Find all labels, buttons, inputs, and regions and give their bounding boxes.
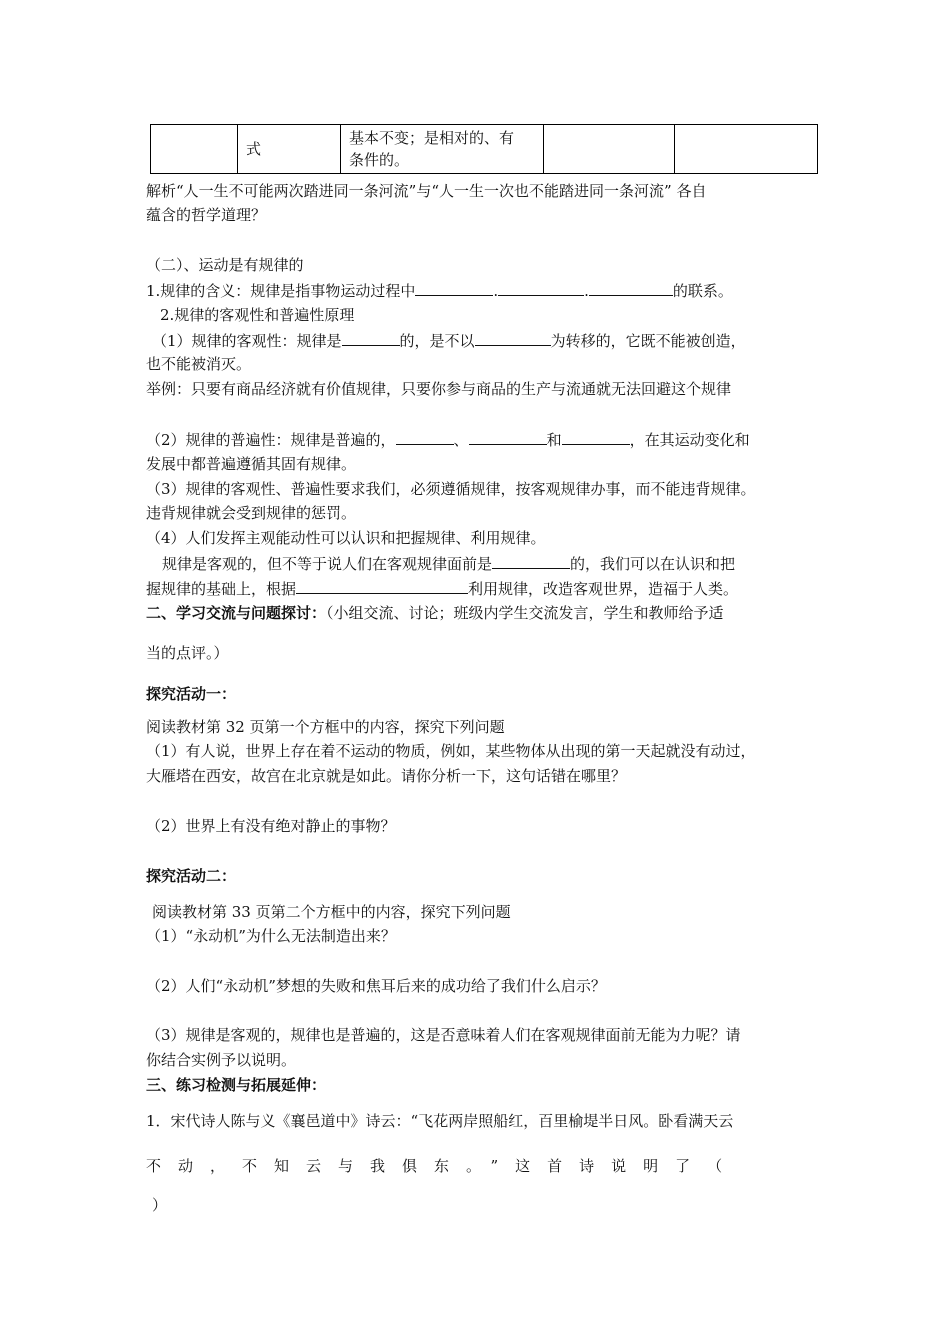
activity-title: 探究活动一：: [146, 685, 237, 703]
exercise-line: ）: [152, 1196, 168, 1214]
text: 规律是客观的，但不等于说人们在客观规律面前是: [162, 555, 493, 573]
activity-question: （3）规律是客观的，规律也是普遍的，这是否意味着人们在客观规律面前无能为力呢？请: [146, 1026, 741, 1044]
activity-title: 探究活动二：: [146, 867, 237, 885]
fill-blank[interactable]: [415, 279, 493, 296]
table-row: [151, 125, 818, 174]
table-cell-line: 条件的。: [349, 151, 410, 169]
requirement-line: （3）规律的客观性、普遍性要求我们，必须遵循规律，按客观规律办事，而不能违背规律。: [146, 480, 756, 498]
text: 的，我们可以在认识和把: [570, 555, 736, 573]
text: 为转移的，它既不能被创造，: [550, 332, 746, 350]
text: 握规律的基础上，根据: [146, 580, 297, 598]
fill-blank[interactable]: [475, 329, 551, 346]
agency-line: （4）人们发挥主观能动性可以认识和把握规律、利用规律。: [146, 529, 546, 547]
text: 利用规律，改造客观世界，造福于人类。: [468, 580, 739, 598]
fill-blank[interactable]: [589, 279, 673, 296]
table-cell: [675, 125, 818, 174]
text: 1.规律的含义：规律是指事物运动过程中: [146, 282, 416, 300]
fill-blank[interactable]: [498, 279, 584, 296]
activity-question: （2）世界上有没有绝对静止的事物？: [146, 817, 396, 835]
activity-question: （2）人们“永动机”梦想的失败和焦耳后来的成功给了我们什么启示？: [146, 977, 606, 995]
fill-blank[interactable]: [492, 552, 570, 569]
question-line: 解析“人一生不可能两次踏进同一条河流”与“人一生一次也不能踏进同一条河流” 各自: [146, 182, 707, 200]
universality-line: [146, 428, 750, 451]
fill-blank[interactable]: [296, 577, 468, 594]
table-cell-line: 基本不变；是相对的、有: [349, 129, 515, 147]
table-cell: 式: [238, 125, 341, 174]
part-two-note: 当的点评。）: [146, 644, 229, 662]
activity-intro: 阅读教材第 32 页第一个方框中的内容，探究下列问题: [146, 718, 505, 736]
agency-line: [146, 577, 738, 600]
universality-line: 发展中都普遍遵循其固有规律。: [146, 455, 357, 473]
requirement-line: 违背规律就会受到规律的惩罚。: [146, 504, 357, 522]
text: 的，是不以: [399, 332, 475, 350]
text: （小组交流、讨论；班级内学生交流发言，学生和教师给予适: [326, 604, 724, 622]
part-heading: 三、练习检测与拓展延伸：: [146, 1076, 327, 1094]
fill-blank[interactable]: [342, 329, 400, 346]
exercise-line: 1．宋代诗人陈与义《襄邑道中》诗云：“飞花两岸照船红，百里榆堤半日风。卧看满天云: [146, 1112, 734, 1130]
table-cell: [544, 125, 675, 174]
activity-question: 大雁塔在西安，故宫在北京就是如此。请你分析一下，这句话错在哪里？: [146, 767, 627, 785]
table-cell: [151, 125, 238, 174]
text: 、: [453, 431, 469, 449]
agency-line: [162, 552, 735, 575]
example-line: 举例：只要有商品经济就有价值规律，只要你参与商品的生产与流通就无法回避这个规律: [146, 380, 732, 398]
exercise-line: 不动，不知云与我俱东。”这首诗说明了（: [146, 1157, 740, 1175]
section-heading: （二）、运动是有规律的: [146, 256, 304, 274]
fill-blank[interactable]: [396, 428, 454, 445]
activity-question: （1）有人说，世界上存在着不运动的物质，例如，某些物体从出现的第一天起就没有动过，: [146, 742, 756, 760]
objectivity-line: [152, 329, 746, 352]
table-cell: [341, 125, 544, 174]
text: 的联系。: [672, 282, 733, 300]
text: ，在其运动变化和: [629, 431, 750, 449]
part-heading: 二、学习交流与问题探讨：: [146, 604, 327, 622]
question-line: 蕴含的哲学道理？: [146, 206, 267, 224]
activity-intro: 阅读教材第 33 页第二个方框中的内容，探究下列问题: [152, 903, 511, 921]
fill-blank[interactable]: [562, 428, 630, 445]
definition-line: 1.规律的含义：规律是指事物运动过程中 . . 的联系。: [146, 279, 733, 302]
comparison-table: [150, 124, 818, 174]
activity-question: 你结合实例予以说明。: [146, 1051, 297, 1069]
objectivity-line: 也不能被消灭。: [146, 355, 252, 373]
activity-question: （1）“永动机”为什么无法制造出来？: [146, 927, 396, 945]
part-two-line: [146, 602, 724, 624]
fill-blank[interactable]: [469, 428, 547, 445]
principle-heading: 2.规律的客观性和普遍性原理: [160, 306, 355, 324]
text: （2）规律的普遍性：规律是普遍的，: [146, 431, 396, 449]
text: 和: [546, 431, 562, 449]
text: （1）规律的客观性：规律是: [152, 332, 342, 350]
